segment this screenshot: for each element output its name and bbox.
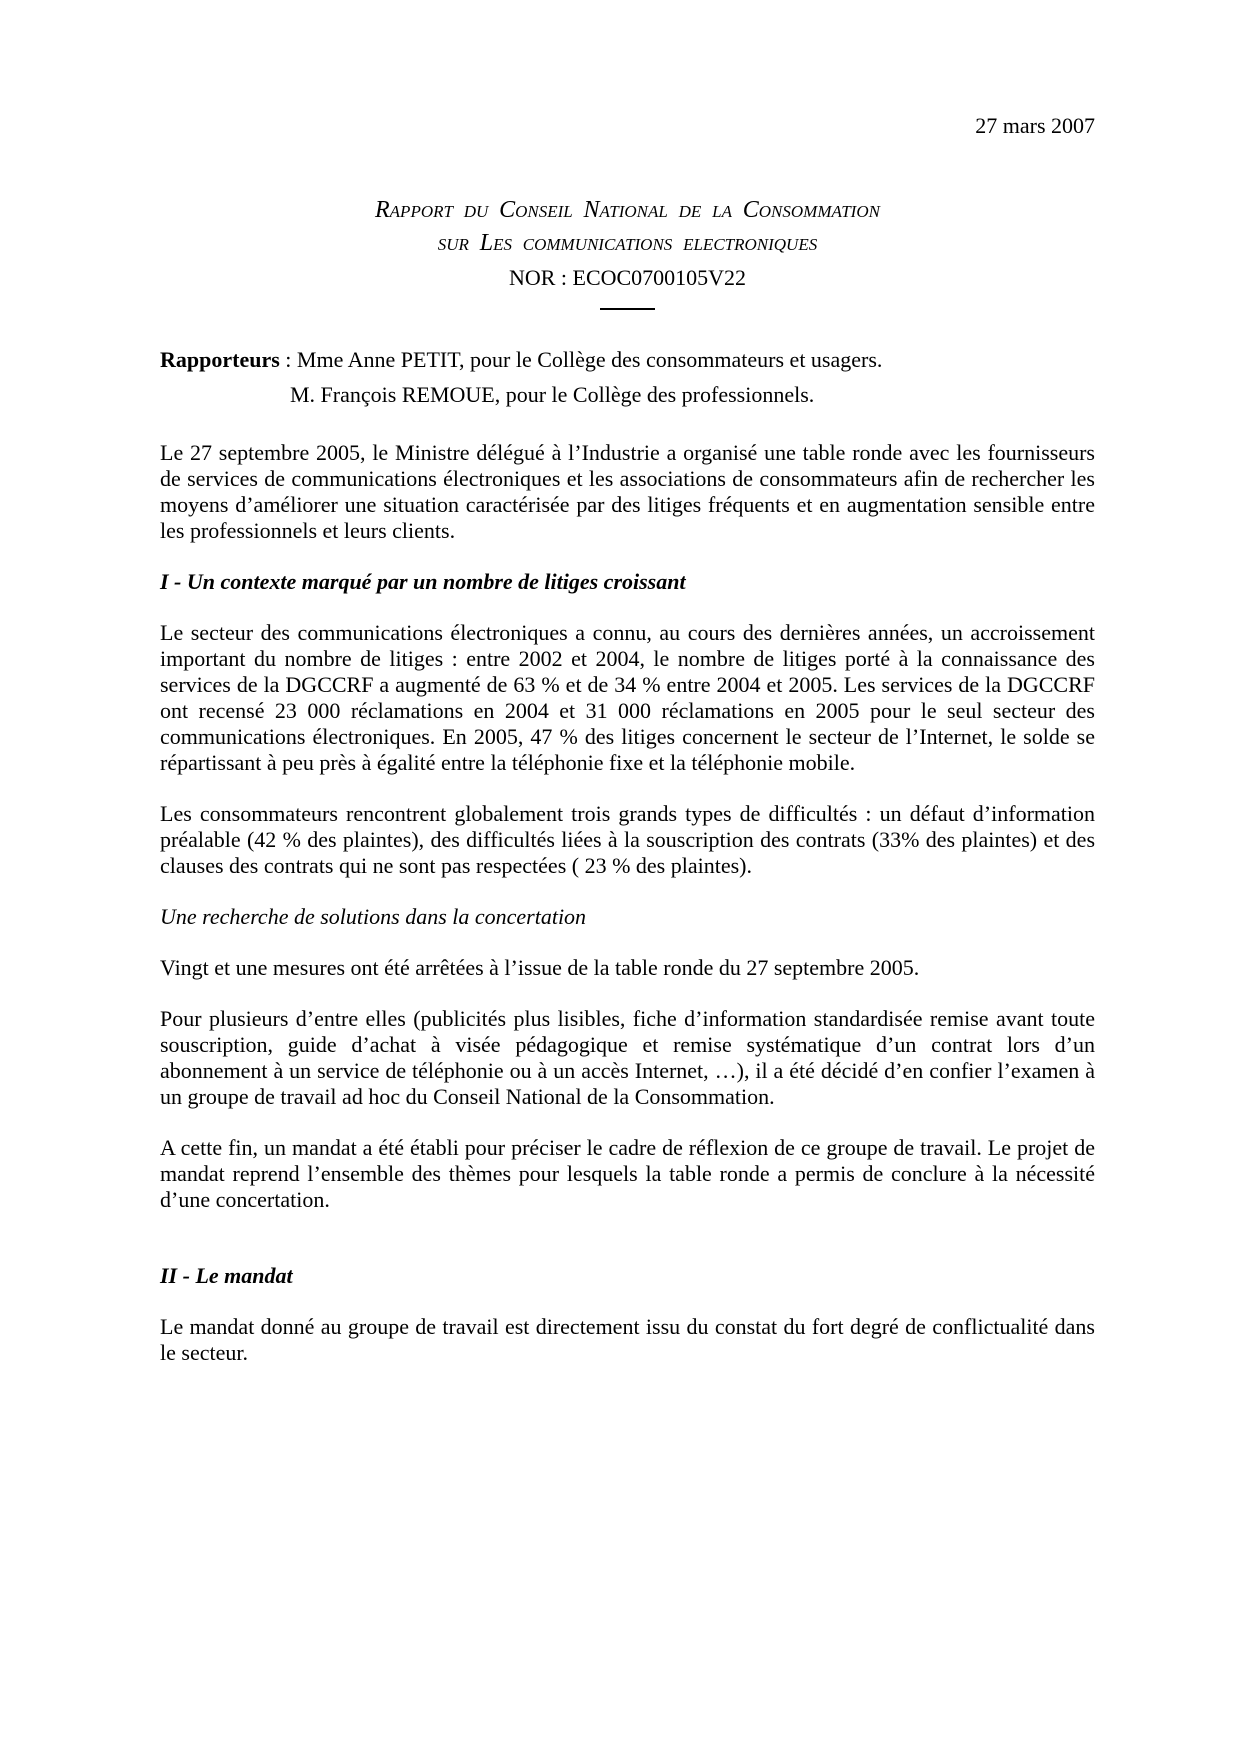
rapporteurs-block — [160, 342, 1095, 412]
rapporteurs-label: Rapporteurs — [160, 347, 280, 372]
rapporteurs-line-1-text: : Mme Anne PETIT, pour le Collège des consommateurs et usagers. — [279, 347, 883, 372]
section-heading-2: II - Le mandat — [160, 1263, 293, 1288]
document-body — [160, 440, 1095, 1366]
rapporteurs-line-2: M. François REMOUE, pour le Collège des professionnels. — [290, 382, 815, 407]
paragraph-litiges-statistiques: Le secteur des communications électroniques a connu, au cours des dernières années, un accroissement important du nombre de litiges : entre 2002 et 2004, le nombre de litiges porté à la connaissance des services de la DGCCRF a augmenté de 63 % et de 34 % entre 2004 et 2005. Les services de la DGCCRF ont recensé 23 000 réclamations en 2004 et 31 000 réclamations en 2005 pour le seul secteur des communications électroniques. En 2005, 47 % des litiges concernent le secteur de l’Internet, le solde se répartissant à peu près à égalité entre la téléphonie fixe et la téléphonie mobile. — [160, 620, 1095, 775]
rapporteurs-line-1 — [160, 342, 1095, 377]
paragraph-mesures-confiees-cnc: Pour plusieurs d’entre elles (publicités plus lisibles, fiche d’information standardisée remise avant toute souscription, guide d’achat à visée pédagogique et remise systématique d’un contrat lors d’un abonnement à un service de téléphonie ou à un accès Internet, …), il a été décidé d’en confier l’examen à un groupe de travail ad hoc du Conseil National de la Consommation. — [160, 1006, 1095, 1109]
paragraph-vingt-et-une-mesures: Vingt et une mesures ont été arrêtées à l’issue de la table ronde du 27 septembre 2005. — [160, 955, 920, 980]
paragraph-types-difficultes: Les consommateurs rencontrent globalement trois grands types de difficultés : un défaut d’information préalable (42 % des plaintes), des difficultés liées à la souscription des contrats (33% des plaintes) et des clauses des contrats qui ne sont pas respectées ( 23 % des plaintes). — [160, 801, 1095, 878]
paragraph-intro-table-ronde: Le 27 septembre 2005, le Ministre délégué à l’Industrie a organisé une table ronde avec les fournisseurs de services de communications électroniques et les associations de consommateurs afin de rechercher les moyens d’améliorer une situation caractérisée par des litiges fréquents et en augmentation sensible entre les professionnels et leurs clients. — [160, 440, 1095, 543]
document-title-block — [160, 194, 1095, 310]
separator-rule — [600, 308, 655, 310]
subheading-recherche-solutions: Une recherche de solutions dans la concertation — [160, 904, 587, 929]
document-date: 27 mars 2007 — [975, 113, 1095, 138]
paragraph-mandat-etabli: A cette fin, un mandat a été établi pour préciser le cadre de réflexion de ce groupe de travail. Le projet de mandat reprend l’ensemble des thèmes pour lesquels la table ronde a permis de conclure à la nécessité d’une concertation. — [160, 1135, 1095, 1212]
section-heading-1: I - Un contexte marqué par un nombre de litiges croissant — [160, 569, 686, 594]
document-title-line-2: sur Les communications electroniques — [437, 230, 818, 256]
nor-reference: NOR : ECOC0700105V22 — [508, 265, 747, 290]
document-title-line-1: Rapport du Conseil National de la Consommation — [375, 197, 880, 223]
paragraph-mandat-constat: Le mandat donné au groupe de travail est directement issu du constat du fort degré de conflictualité dans le secteur. — [160, 1314, 1095, 1365]
